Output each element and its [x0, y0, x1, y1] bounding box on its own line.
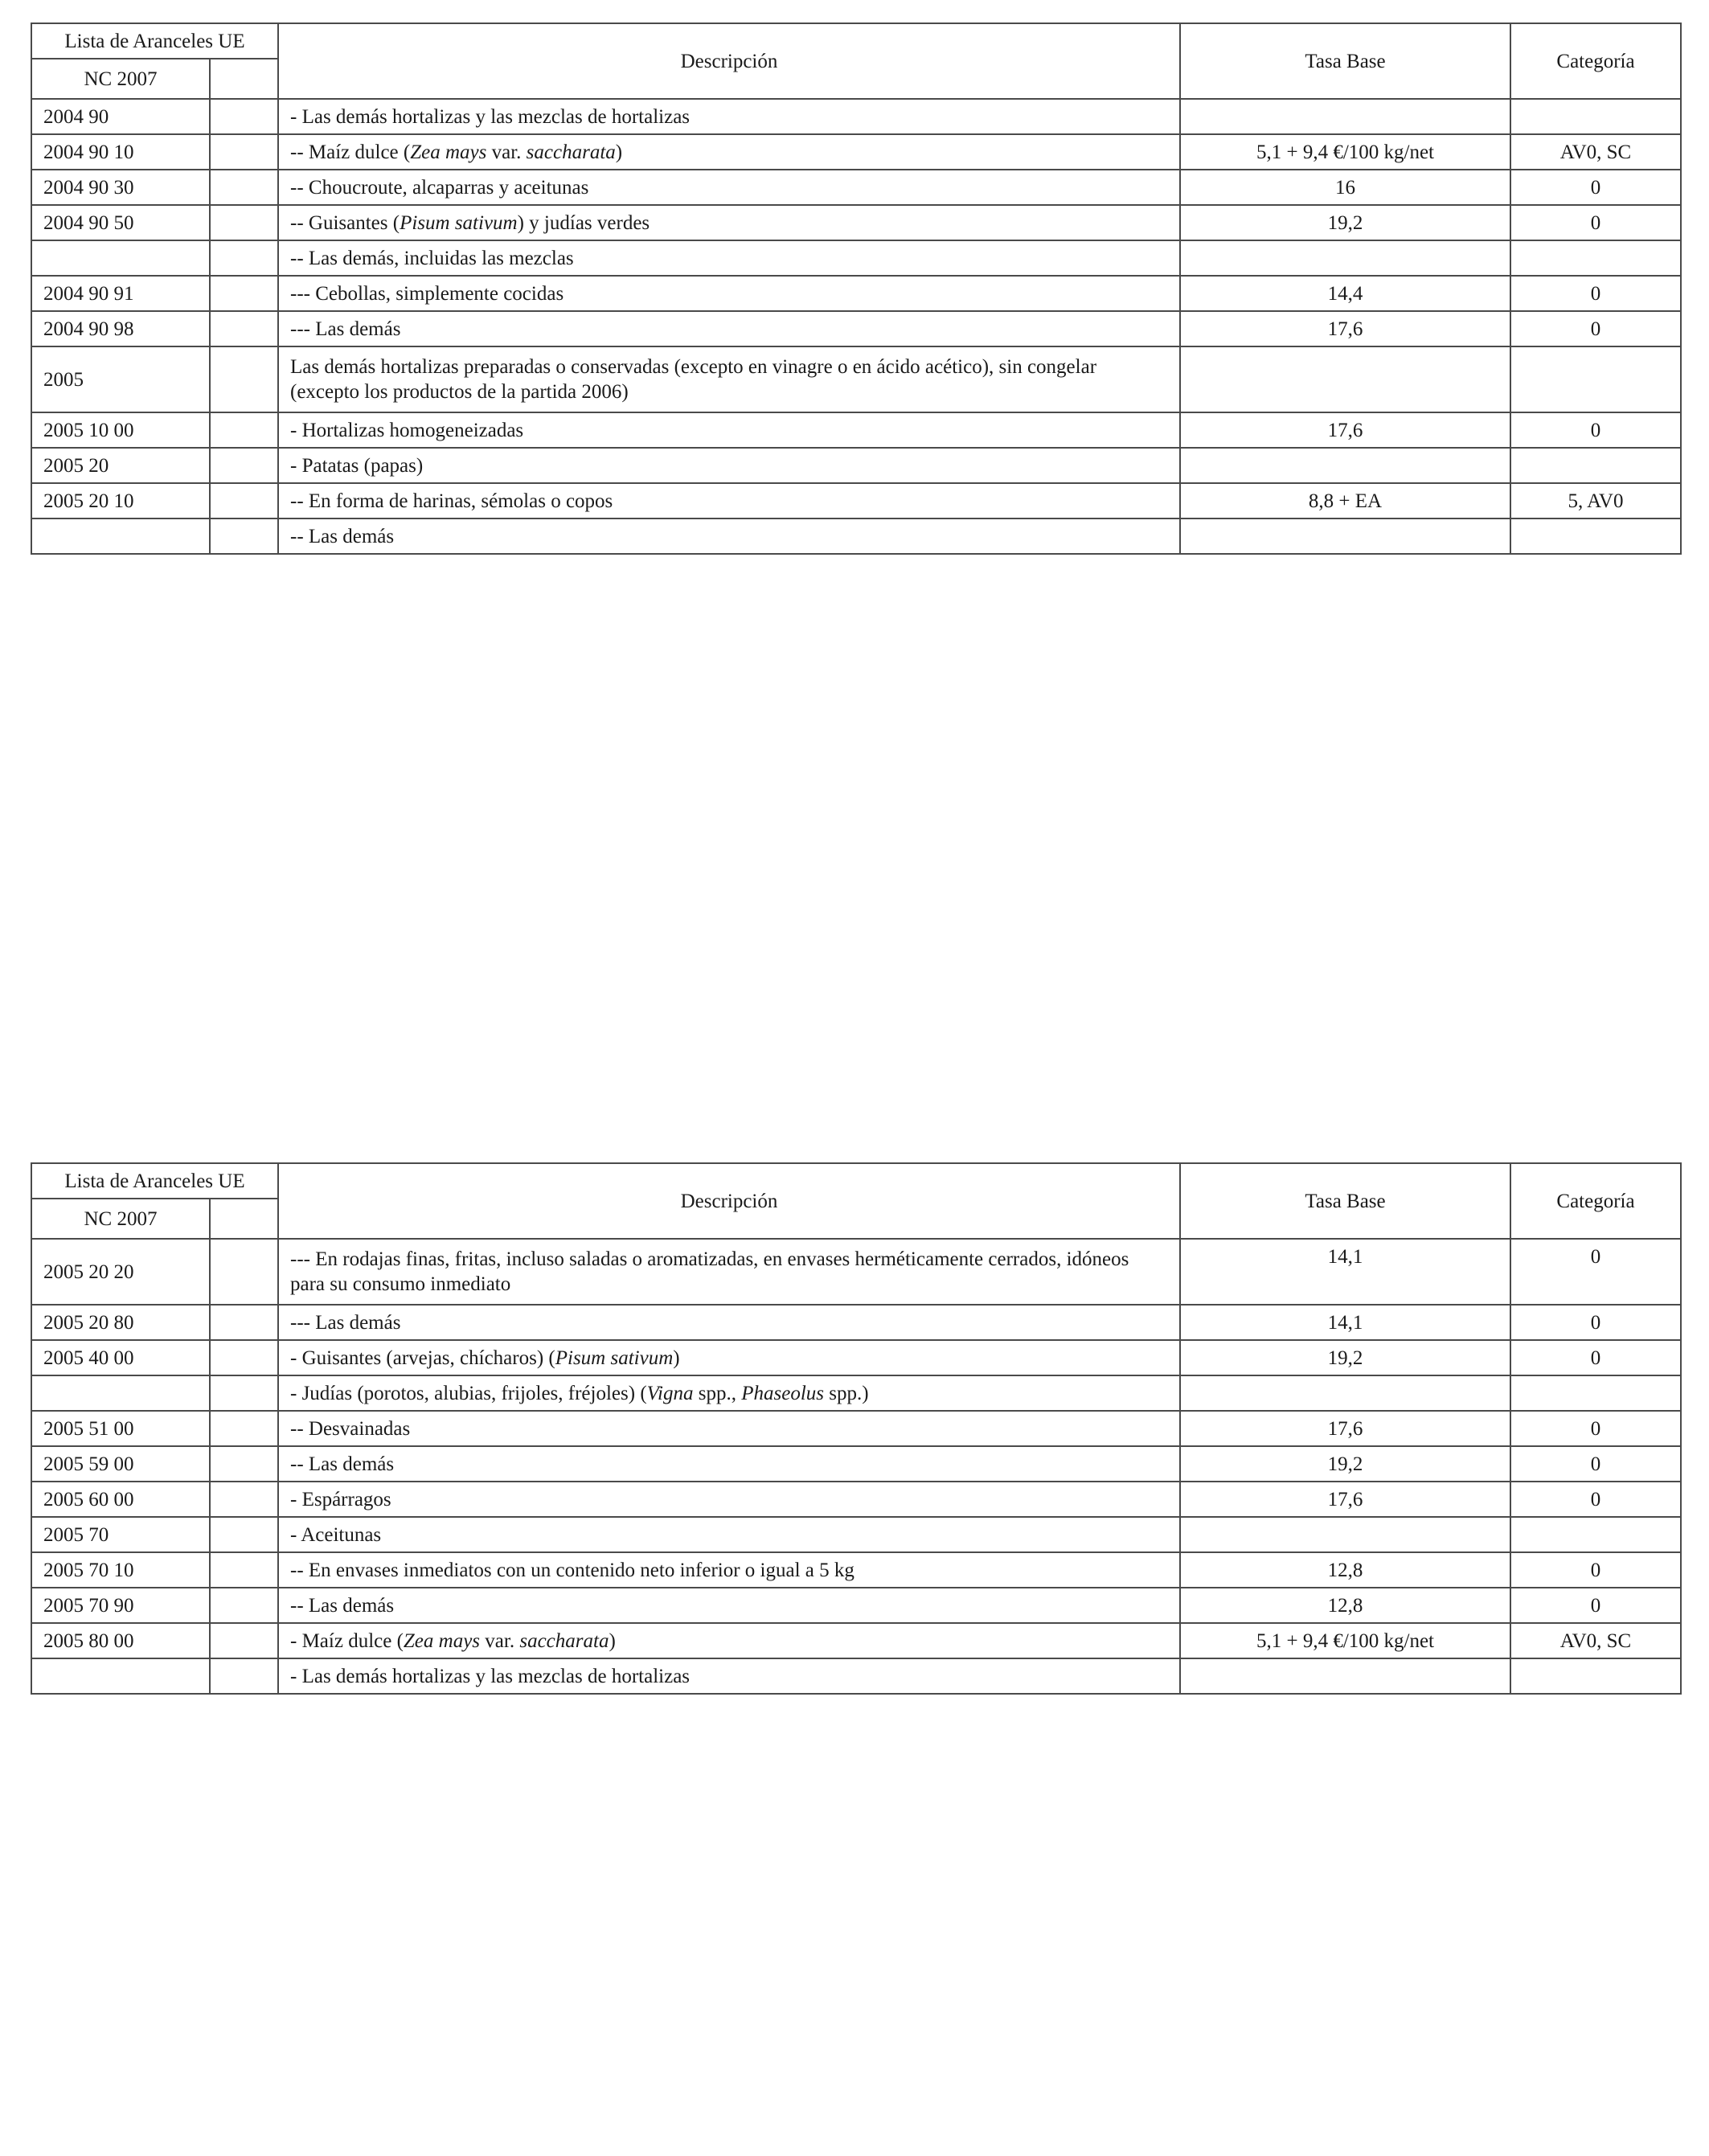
nc-code: 2005 59 00 [31, 1446, 210, 1482]
description-text: -- Las demás [290, 1594, 395, 1617]
description [278, 1623, 1180, 1658]
table-row [31, 1552, 1681, 1588]
description-text: - Aceitunas [290, 1523, 382, 1546]
categoria: 0 [1510, 1305, 1681, 1340]
categoria [1510, 240, 1681, 276]
tasa-base [1180, 448, 1510, 483]
nc-code: 2004 90 10 [31, 134, 210, 170]
header-nc-2007: NC 2007 [31, 59, 210, 99]
table-row [31, 1411, 1681, 1446]
description [278, 483, 1180, 519]
header-descripcion: Descripción [278, 1163, 1180, 1239]
description-text: - Espárragos [290, 1488, 391, 1510]
nc-code: 2005 40 00 [31, 1340, 210, 1375]
description-text: --- Cebollas, simplemente cocidas [290, 282, 564, 305]
tasa-base: 19,2 [1180, 1340, 1510, 1375]
nc-code: 2005 70 [31, 1517, 210, 1552]
description-text: --- En rodajas finas, fritas, incluso saladas o aromatizadas, en envases herméticamente cerrados, idóneos para su consumo inmediato [290, 1248, 1129, 1295]
tariff-table-1 [31, 23, 1682, 555]
description [278, 346, 1180, 412]
tasa-base [1180, 240, 1510, 276]
nc-extra [210, 1482, 278, 1517]
nc-code [31, 519, 210, 554]
description-text: -- En envases inmediatos con un contenido neto inferior o igual a 5 kg [290, 1559, 854, 1581]
tasa-base [1180, 519, 1510, 554]
tasa-base [1180, 1658, 1510, 1694]
nc-extra [210, 1517, 278, 1552]
description-italic: Pisum sativum [555, 1346, 674, 1369]
nc-code: 2004 90 50 [31, 205, 210, 240]
description [278, 1552, 1180, 1588]
header-row [31, 23, 1681, 59]
description-text: var. [480, 1629, 520, 1652]
nc-code: 2004 90 91 [31, 276, 210, 311]
header-descripcion: Descripción [278, 23, 1180, 99]
nc-code: 2005 20 [31, 448, 210, 483]
description-italic: saccharata [519, 1629, 609, 1652]
description-italic: Vigna [646, 1382, 694, 1404]
categoria: 0 [1510, 1239, 1681, 1305]
description-text: var. [486, 141, 527, 163]
description-text: -- Las demás [290, 1453, 395, 1475]
description-text: - Las demás hortalizas y las mezclas de hortalizas [290, 1665, 691, 1687]
nc-extra [210, 240, 278, 276]
description-text: --- Las demás [290, 1311, 401, 1334]
description [278, 99, 1180, 134]
categoria [1510, 1375, 1681, 1411]
table-row [31, 311, 1681, 346]
nc-extra [210, 276, 278, 311]
description [278, 1658, 1180, 1694]
description [278, 412, 1180, 448]
nc-code: 2005 [31, 346, 210, 412]
categoria [1510, 346, 1681, 412]
nc-code: 2005 70 90 [31, 1588, 210, 1623]
header-nc-2007: NC 2007 [31, 1199, 210, 1239]
categoria: 0 [1510, 412, 1681, 448]
categoria: 0 [1510, 276, 1681, 311]
nc-code: 2005 51 00 [31, 1411, 210, 1446]
description [278, 205, 1180, 240]
nc-extra [210, 412, 278, 448]
table-row [31, 99, 1681, 134]
tasa-base [1180, 1375, 1510, 1411]
nc-code: 2005 70 10 [31, 1552, 210, 1588]
description-text: ) [609, 1629, 616, 1652]
nc-extra [210, 1411, 278, 1446]
header-lista: Lista de Aranceles UE [31, 23, 278, 59]
table-row [31, 448, 1681, 483]
tasa-base: 19,2 [1180, 205, 1510, 240]
description [278, 1411, 1180, 1446]
nc-code [31, 1375, 210, 1411]
tasa-base [1180, 346, 1510, 412]
nc-extra [210, 1239, 278, 1305]
categoria: 0 [1510, 1411, 1681, 1446]
tasa-base: 12,8 [1180, 1552, 1510, 1588]
nc-code [31, 240, 210, 276]
categoria [1510, 99, 1681, 134]
header-lista: Lista de Aranceles UE [31, 1163, 278, 1199]
nc-extra [210, 483, 278, 519]
nc-code: 2005 20 80 [31, 1305, 210, 1340]
table-row [31, 1623, 1681, 1658]
tasa-base: 19,2 [1180, 1446, 1510, 1482]
table-row [31, 1517, 1681, 1552]
tasa-base: 17,6 [1180, 311, 1510, 346]
nc-code: 2005 10 00 [31, 412, 210, 448]
description-text: spp.) [824, 1382, 869, 1404]
tasa-base [1180, 99, 1510, 134]
description-italic: Pisum sativum [400, 211, 518, 234]
tasa-base: 14,4 [1180, 276, 1510, 311]
description-italic: Phaseolus [741, 1382, 825, 1404]
nc-extra [210, 1552, 278, 1588]
description-text: -- Choucroute, alcaparras y aceitunas [290, 176, 589, 199]
description [278, 240, 1180, 276]
categoria [1510, 519, 1681, 554]
categoria: AV0, SC [1510, 134, 1681, 170]
description [278, 1239, 1180, 1305]
description [278, 1446, 1180, 1482]
table-row [31, 1658, 1681, 1694]
description [278, 311, 1180, 346]
description-text: spp., [693, 1382, 742, 1404]
description-text: -- Desvainadas [290, 1417, 411, 1440]
nc-code: 2005 20 20 [31, 1239, 210, 1305]
tasa-base [1180, 1517, 1510, 1552]
categoria: 0 [1510, 1482, 1681, 1517]
description-text: --- Las demás [290, 318, 401, 340]
header-nc-blank [210, 1199, 278, 1239]
description-italic: Zea mays [403, 1629, 481, 1652]
tariff-table-2-body [31, 1163, 1681, 1694]
categoria: AV0, SC [1510, 1623, 1681, 1658]
header-row [31, 1163, 1681, 1199]
description-italic: saccharata [526, 141, 616, 163]
categoria: 0 [1510, 205, 1681, 240]
description [278, 134, 1180, 170]
description-italic: Zea mays [410, 141, 487, 163]
nc-code: 2005 20 10 [31, 483, 210, 519]
description-text: - Hortalizas homogeneizadas [290, 419, 524, 441]
nc-code: 2004 90 [31, 99, 210, 134]
description [278, 170, 1180, 205]
description-text: -- Guisantes ( [290, 211, 400, 234]
table-row [31, 412, 1681, 448]
description [278, 519, 1180, 554]
tasa-base: 5,1 + 9,4 €/100 kg/net [1180, 1623, 1510, 1658]
description-text: -- Las demás [290, 525, 395, 547]
description [278, 1375, 1180, 1411]
nc-extra [210, 1588, 278, 1623]
table-row [31, 519, 1681, 554]
nc-extra [210, 1623, 278, 1658]
categoria: 0 [1510, 1446, 1681, 1482]
categoria: 0 [1510, 1552, 1681, 1588]
nc-code: 2004 90 98 [31, 311, 210, 346]
description-text: ) [673, 1346, 680, 1369]
nc-extra [210, 170, 278, 205]
nc-extra [210, 519, 278, 554]
tariff-table-1-body [31, 23, 1681, 554]
table-row [31, 346, 1681, 412]
nc-extra [210, 448, 278, 483]
table-row [31, 1446, 1681, 1482]
description [278, 1517, 1180, 1552]
header-categoria: Categoría [1510, 23, 1681, 99]
header-tasa-base: Tasa Base [1180, 1163, 1510, 1239]
tasa-base: 17,6 [1180, 1482, 1510, 1517]
tasa-base: 12,8 [1180, 1588, 1510, 1623]
tasa-base: 17,6 [1180, 412, 1510, 448]
header-categoria: Categoría [1510, 1163, 1681, 1239]
nc-extra [210, 1305, 278, 1340]
tasa-base: 14,1 [1180, 1239, 1510, 1305]
nc-extra [210, 205, 278, 240]
nc-code: 2005 80 00 [31, 1623, 210, 1658]
table-row [31, 1375, 1681, 1411]
categoria: 0 [1510, 311, 1681, 346]
table-row [31, 134, 1681, 170]
description-text: -- Las demás, incluidas las mezclas [290, 247, 574, 269]
table-row [31, 1305, 1681, 1340]
description-text: -- Maíz dulce ( [290, 141, 411, 163]
categoria: 0 [1510, 170, 1681, 205]
description [278, 448, 1180, 483]
tasa-base: 16 [1180, 170, 1510, 205]
description-text: - Patatas (papas) [290, 454, 424, 477]
description [278, 1482, 1180, 1517]
nc-extra [210, 134, 278, 170]
table-row [31, 1482, 1681, 1517]
categoria [1510, 1517, 1681, 1552]
nc-extra [210, 311, 278, 346]
description-text: - Maíz dulce ( [290, 1629, 404, 1652]
tariff-table-2 [31, 1162, 1682, 1695]
nc-code: 2004 90 30 [31, 170, 210, 205]
categoria: 5, AV0 [1510, 483, 1681, 519]
table-row [31, 170, 1681, 205]
categoria [1510, 1658, 1681, 1694]
table-row [31, 1588, 1681, 1623]
table-row [31, 1340, 1681, 1375]
description [278, 1340, 1180, 1375]
description [278, 1305, 1180, 1340]
description-text: - Las demás hortalizas y las mezclas de hortalizas [290, 105, 691, 128]
description-text: -- En forma de harinas, sémolas o copos [290, 490, 613, 512]
tasa-base: 17,6 [1180, 1411, 1510, 1446]
nc-extra [210, 1446, 278, 1482]
description-text: ) [615, 141, 623, 163]
nc-extra [210, 1340, 278, 1375]
categoria: 0 [1510, 1340, 1681, 1375]
nc-extra [210, 346, 278, 412]
description-text: ) y judías verdes [517, 211, 650, 234]
nc-code: 2005 60 00 [31, 1482, 210, 1517]
table-row [31, 205, 1681, 240]
categoria: 0 [1510, 1588, 1681, 1623]
table-row [31, 483, 1681, 519]
tasa-base: 14,1 [1180, 1305, 1510, 1340]
nc-extra [210, 1375, 278, 1411]
nc-code [31, 1658, 210, 1694]
header-tasa-base: Tasa Base [1180, 23, 1510, 99]
table-row [31, 276, 1681, 311]
table-row [31, 1239, 1681, 1305]
description-text: Las demás hortalizas preparadas o conservadas (excepto en vinagre o en ácido acético), sin congelar (excepto los productos de la partida 2006) [290, 356, 1097, 403]
categoria [1510, 448, 1681, 483]
nc-extra [210, 1658, 278, 1694]
description [278, 1588, 1180, 1623]
nc-extra [210, 99, 278, 134]
description-text: - Guisantes (arvejas, chícharos) ( [290, 1346, 555, 1369]
table-row [31, 240, 1681, 276]
tasa-base: 5,1 + 9,4 €/100 kg/net [1180, 134, 1510, 170]
description [278, 276, 1180, 311]
description-text: - Judías (porotos, alubias, frijoles, fréjoles) ( [290, 1382, 647, 1404]
header-nc-blank [210, 59, 278, 99]
tasa-base: 8,8 + EA [1180, 483, 1510, 519]
